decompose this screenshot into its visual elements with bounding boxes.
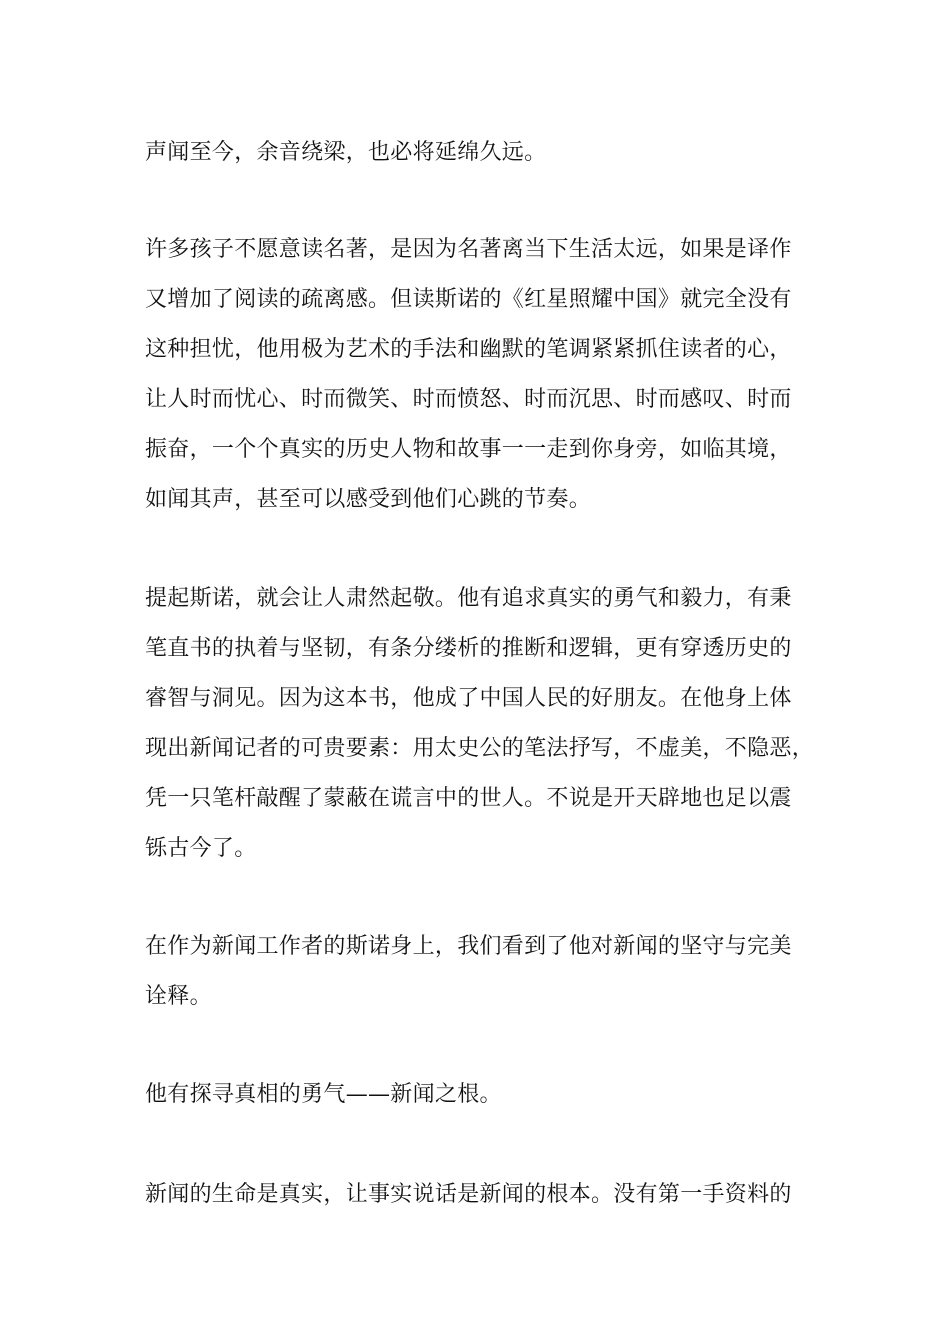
paragraph-3-line-2: 笔直书的执着与坚韧，有条分缕析的推断和逻辑，更有穿透历史的 — [145, 636, 792, 661]
paragraph-1-line-1: 声闻至今，余音绕梁，也必将延绵久远。 — [145, 140, 547, 165]
paragraph-2-line-3: 这种担忧，他用极为艺术的手法和幽默的笔调紧紧抓住读者的心， — [145, 337, 792, 362]
paragraph-2-line-6: 如闻其声，甚至可以感受到他们心跳的节奏。 — [145, 487, 592, 512]
paragraph-3-line-6: 铄古今了。 — [145, 836, 257, 861]
paragraph-2-line-5: 振奋，一个个真实的历史人物和故事一一走到你身旁，如临其境， — [145, 437, 792, 462]
paragraph-2-line-1: 许多孩子不愿意读名著，是因为名著离当下生活太远，如果是译作 — [145, 237, 792, 262]
paragraph-3-line-3: 睿智与洞见。因为这本书，他成了中国人民的好朋友。在他身上体 — [145, 686, 792, 711]
paragraph-3-line-5: 凭一只笔杆敲醒了蒙蔽在谎言中的世人。不说是开天辟地也足以震 — [145, 786, 792, 811]
paragraph-2-line-2: 又增加了阅读的疏离感。但读斯诺的《红星照耀中国》就完全没有 — [145, 287, 792, 312]
paragraph-3-line-1: 提起斯诺，就会让人肃然起敬。他有追求真实的勇气和毅力，有秉 — [145, 586, 792, 611]
paragraph-4-line-2: 诠释。 — [145, 984, 212, 1009]
paragraph-4-line-1: 在作为新闻工作者的斯诺身上，我们看到了他对新闻的坚守与完美 — [145, 934, 792, 959]
paragraph-3-line-4: 现出新闻记者的可贵要素：用太史公的笔法抒写，不虚美，不隐恶， — [145, 736, 815, 761]
paragraph-5-line-1: 他有探寻真相的勇气——新闻之根。 — [145, 1082, 502, 1107]
paragraph-2-line-4: 让人时而忧心、时而微笑、时而愤怒、时而沉思、时而感叹、时而 — [145, 387, 792, 412]
paragraph-6-line-1: 新闻的生命是真实，让事实说话是新闻的根本。没有第一手资料的 — [145, 1182, 792, 1207]
